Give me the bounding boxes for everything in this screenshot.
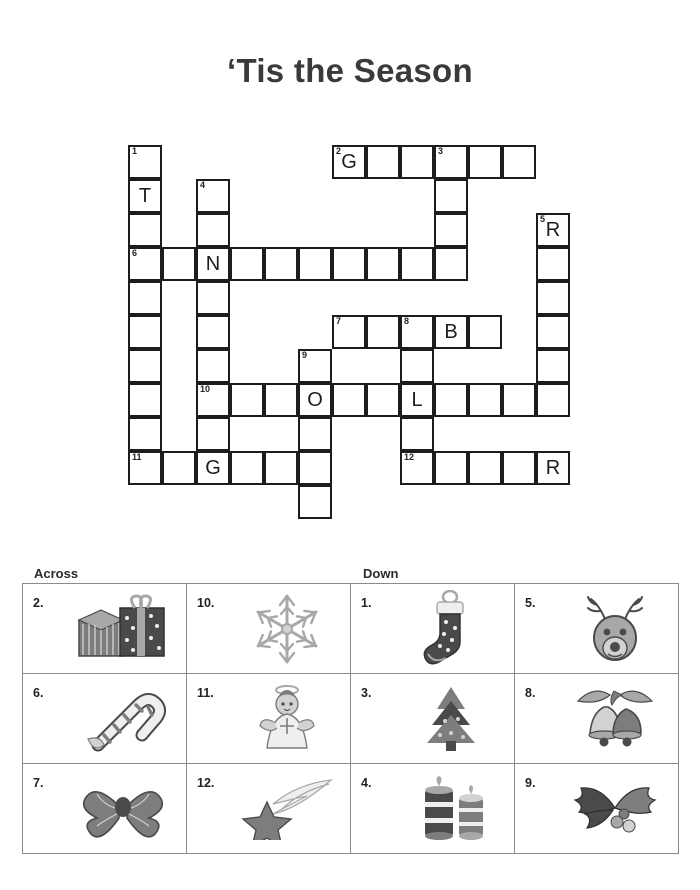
- clue-cell: [351, 674, 515, 764]
- crossword-cell[interactable]: [128, 349, 162, 383]
- cell-number: 4: [200, 180, 206, 190]
- picture-clue-table: [22, 583, 679, 854]
- crossword-cell[interactable]: [128, 451, 162, 485]
- christmas-tree-icon: [391, 676, 510, 761]
- crossword-cell[interactable]: [366, 315, 400, 349]
- crossword-cell[interactable]: [128, 315, 162, 349]
- crossword-cell[interactable]: [434, 451, 468, 485]
- crossword-cell[interactable]: [162, 451, 196, 485]
- crossword-cell[interactable]: [434, 145, 468, 179]
- crossword-cell[interactable]: [128, 179, 162, 213]
- clue-cell: [23, 674, 187, 764]
- crossword-cell[interactable]: [400, 383, 434, 417]
- cell-number: 8: [404, 316, 410, 326]
- crossword-cell[interactable]: [128, 213, 162, 247]
- crossword-cell[interactable]: [196, 179, 230, 213]
- clue-cell: [351, 764, 515, 854]
- clue-number: 8.: [525, 686, 536, 700]
- clue-cell: [515, 764, 679, 854]
- crossword-cell[interactable]: [366, 145, 400, 179]
- clue-cell: [23, 764, 187, 854]
- crossword-cell[interactable]: [162, 247, 196, 281]
- presents-icon: [63, 586, 182, 671]
- cell-number: 3: [438, 146, 444, 156]
- clue-row: [23, 764, 679, 854]
- cell-letter: R: [545, 456, 561, 479]
- crossword-cell[interactable]: [536, 281, 570, 315]
- crossword-cell[interactable]: [468, 383, 502, 417]
- page-title: ‘Tis the Season: [227, 52, 473, 89]
- crossword-cell[interactable]: [230, 383, 264, 417]
- crossword-cell[interactable]: [536, 213, 570, 247]
- clue-number: 6.: [33, 686, 44, 700]
- crossword-cell[interactable]: [434, 213, 468, 247]
- cell-letter: R: [545, 218, 561, 241]
- cell-letter: G: [341, 150, 357, 173]
- stocking-icon: [391, 586, 510, 671]
- crossword-cell[interactable]: [196, 349, 230, 383]
- crossword-cell[interactable]: [298, 417, 332, 451]
- crossword-cell[interactable]: [366, 247, 400, 281]
- crossword-cell[interactable]: [230, 451, 264, 485]
- crossword-cell[interactable]: [196, 281, 230, 315]
- clue-number: 4.: [361, 776, 372, 790]
- cell-number: 10: [200, 384, 211, 394]
- clue-number: 2.: [33, 596, 44, 610]
- cell-letter: L: [411, 388, 423, 411]
- crossword-cell[interactable]: [128, 383, 162, 417]
- crossword-cell[interactable]: [332, 145, 366, 179]
- crossword-cell[interactable]: [502, 451, 536, 485]
- crossword-cell[interactable]: [332, 383, 366, 417]
- clue-number: 1.: [361, 596, 372, 610]
- cell-letter: N: [205, 252, 221, 275]
- snowflake-icon: [227, 586, 346, 671]
- crossword-cell[interactable]: [196, 247, 230, 281]
- down-heading: Down: [363, 566, 399, 581]
- crossword-cell[interactable]: [468, 145, 502, 179]
- bow-icon: [63, 766, 182, 851]
- clue-number: 10.: [197, 596, 215, 610]
- crossword-cell[interactable]: [434, 315, 468, 349]
- crossword-cell[interactable]: [196, 213, 230, 247]
- crossword-cell[interactable]: [536, 349, 570, 383]
- crossword-cell[interactable]: [264, 451, 298, 485]
- clue-cell: [23, 584, 187, 674]
- crossword-cell[interactable]: [400, 247, 434, 281]
- crossword-cell[interactable]: [434, 247, 468, 281]
- cell-number: 6: [132, 248, 138, 258]
- cell-number: 11: [132, 452, 142, 462]
- crossword-cell[interactable]: [264, 247, 298, 281]
- crossword-cell[interactable]: [434, 179, 468, 213]
- cell-letter: T: [138, 184, 152, 207]
- crossword-cell[interactable]: [196, 417, 230, 451]
- crossword-cell[interactable]: [298, 485, 332, 519]
- cell-letter: G: [205, 456, 221, 479]
- crossword-cell[interactable]: [366, 383, 400, 417]
- clue-number: 12.: [197, 776, 215, 790]
- crossword-cell[interactable]: [128, 281, 162, 315]
- crossword-cell[interactable]: [434, 383, 468, 417]
- crossword-cell[interactable]: [332, 315, 366, 349]
- bells-icon: [555, 676, 674, 761]
- clue-number: 5.: [525, 596, 536, 610]
- candles-icon: [391, 766, 510, 851]
- crossword-cell[interactable]: [196, 315, 230, 349]
- crossword-cell[interactable]: [400, 417, 434, 451]
- candy-cane-icon: [63, 676, 182, 761]
- crossword-cell[interactable]: [298, 383, 332, 417]
- crossword-cell[interactable]: [128, 247, 162, 281]
- clue-cell: [515, 584, 679, 674]
- cell-number: 1: [132, 146, 138, 156]
- crossword-cell[interactable]: [400, 145, 434, 179]
- clue-cell: [187, 764, 351, 854]
- crossword-cell[interactable]: [128, 145, 162, 179]
- crossword-cell[interactable]: [502, 145, 536, 179]
- clue-cell: [187, 674, 351, 764]
- crossword-cell[interactable]: [468, 315, 502, 349]
- angel-icon: [227, 676, 346, 761]
- cell-letter: O: [307, 388, 323, 411]
- clue-cell: [515, 674, 679, 764]
- clue-number: 11.: [197, 686, 214, 700]
- cell-number: 12: [404, 452, 415, 462]
- clue-number: 7.: [33, 776, 44, 790]
- crossword-cell[interactable]: [400, 349, 434, 383]
- crossword-cell[interactable]: [332, 247, 366, 281]
- cell-number: 2: [336, 146, 342, 156]
- cell-number: 5: [540, 214, 546, 224]
- cell-number: 7: [336, 316, 342, 326]
- crossword-cell[interactable]: [536, 315, 570, 349]
- reindeer-icon: [555, 586, 674, 671]
- crossword-cell[interactable]: [230, 247, 264, 281]
- cell-number: 9: [302, 350, 308, 360]
- across-heading: Across: [34, 566, 79, 581]
- crossword-cell[interactable]: [196, 383, 230, 417]
- crossword-cell[interactable]: [264, 383, 298, 417]
- crossword-cell[interactable]: [536, 383, 570, 417]
- clue-cell: [187, 584, 351, 674]
- clue-cell: [351, 584, 515, 674]
- crossword-cell[interactable]: [536, 247, 570, 281]
- clue-number: 9.: [525, 776, 536, 790]
- shooting-star-icon: [227, 766, 346, 851]
- crossword-cell[interactable]: [536, 451, 570, 485]
- crossword-cell[interactable]: [298, 247, 332, 281]
- cell-letter: B: [444, 320, 458, 343]
- crossword-cell[interactable]: [400, 451, 434, 485]
- clue-row: [23, 674, 679, 764]
- crossword-cell[interactable]: [196, 451, 230, 485]
- clue-row: [23, 584, 679, 674]
- crossword-cell[interactable]: [298, 349, 332, 383]
- crossword-cell[interactable]: [468, 451, 502, 485]
- crossword-cell[interactable]: [400, 315, 434, 349]
- holly-icon: [555, 766, 674, 851]
- crossword-cell[interactable]: [502, 383, 536, 417]
- crossword-cell[interactable]: [298, 451, 332, 485]
- clue-number: 3.: [361, 686, 372, 700]
- crossword-cell[interactable]: [128, 417, 162, 451]
